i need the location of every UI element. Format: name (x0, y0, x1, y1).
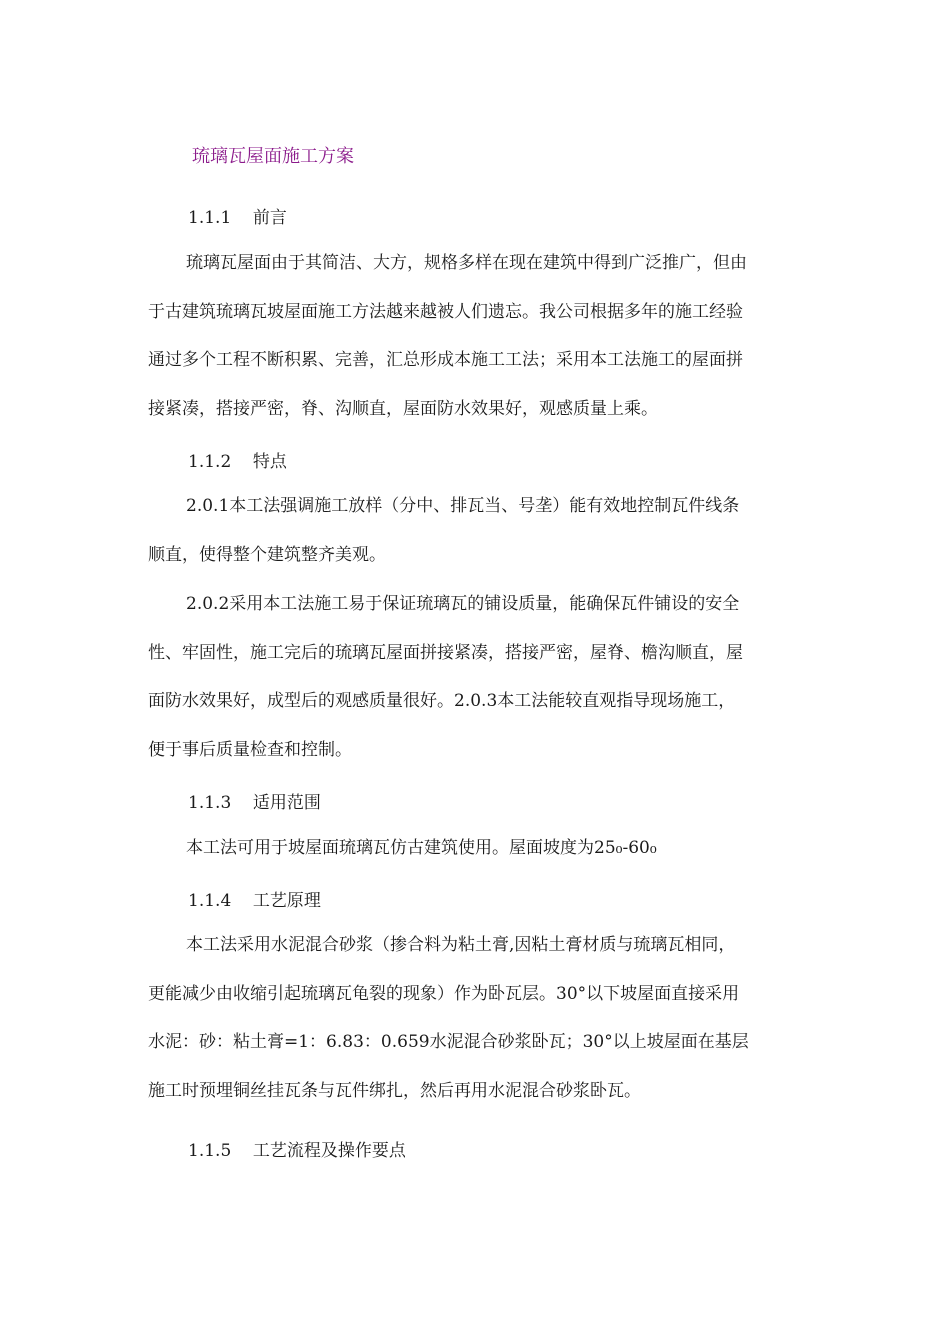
section-title: 适用范围 (252, 793, 321, 813)
paragraph-line: 通过多个工程不断积累、完善，汇总形成本施工工法；采用本工法施工的屋面拼 (148, 350, 743, 371)
section-heading-1-1-5 (188, 1136, 406, 1161)
paragraph-line: 于古建筑琉璃瓦坡屋面施工方法越来越被人们遗忘。我公司根据多年的施工经验 (148, 301, 743, 322)
paragraph-line: 琉璃瓦屋面由于其简洁、大方，规格多样在现在建筑中得到广泛推广，但由 (186, 253, 747, 273)
paragraph (148, 921, 808, 1116)
paragraph-line: 本工法采用水泥混合砂浆（掺合料为粘土膏,因粘土膏材质与琉璃瓦相同， (186, 935, 736, 955)
paragraph-line: 顺直，使得整个建筑整齐美观。 (148, 544, 386, 565)
section-heading-1-1-1 (188, 203, 287, 228)
paragraph (148, 824, 808, 873)
section-heading-1-1-3 (188, 788, 321, 813)
paragraph-line: 水泥：砂：粘土膏=1：6.83：0.659水泥混合砂浆卧瓦；30°以上坡屋面在基层 (148, 1032, 749, 1053)
paragraph-line: 2.0.1本工法强调施工放样（分中、排瓦当、号垄）能有效地控制瓦件线条 (186, 496, 740, 516)
section-number: 1.1.5 (188, 1141, 232, 1161)
section-title: 工艺流程及操作要点 (252, 1141, 406, 1161)
section-number: 1.1.4 (188, 891, 232, 911)
document-title: 琉璃瓦屋面施工方案 (192, 146, 354, 167)
section-number: 1.1.2 (188, 452, 232, 472)
paragraph-line: 接紧凑，搭接严密，脊、沟顺直，屋面防水效果好，观感质量上乘。 (148, 399, 658, 420)
paragraph-line: 性、牢固性，施工完后的琉璃瓦屋面拼接紧凑，搭接严密，屋脊、檐沟顺直，屋 (148, 642, 743, 663)
paragraph-line: 便于事后质量检查和控制。 (148, 740, 352, 761)
paragraph-line: 本工法可用于坡屋面琉璃瓦仿古建筑使用。屋面坡度为25₀-60₀ (186, 838, 657, 858)
paragraph-line: 施工时预埋铜丝挂瓦条与瓦件绑扎，然后再用水泥混合砂浆卧瓦。 (148, 1081, 641, 1102)
section-number: 1.1.3 (188, 793, 232, 813)
paragraph (148, 482, 808, 579)
section-number: 1.1.1 (188, 208, 232, 228)
section-heading-1-1-4 (188, 886, 321, 911)
paragraph-line: 2.0.2采用本工法施工易于保证琉璃瓦的铺设质量，能确保瓦件铺设的安全 (186, 594, 740, 614)
section-heading-1-1-2 (188, 447, 287, 472)
paragraph (148, 580, 808, 775)
paragraph-line: 面防水效果好，成型后的观感质量很好。2.0.3本工法能较直观指导现场施工， (148, 691, 736, 712)
section-title: 工艺原理 (252, 891, 321, 911)
paragraph (148, 239, 808, 434)
section-title: 前言 (252, 208, 287, 228)
paragraph-line: 更能减少由收缩引起琉璃瓦龟裂的现象）作为卧瓦层。30°以下坡屋面直接采用 (148, 983, 740, 1004)
section-title: 特点 (252, 452, 287, 472)
